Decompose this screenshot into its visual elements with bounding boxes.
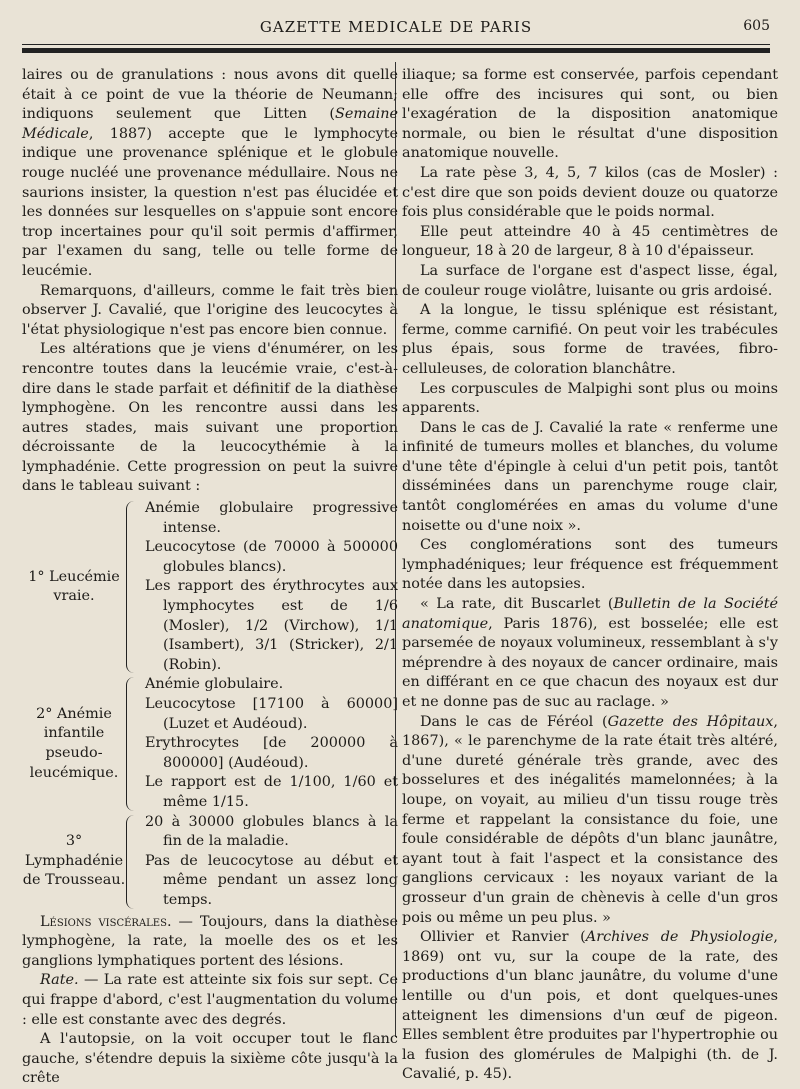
subsection-heading: Rate. — [40, 972, 79, 989]
journal-title: GAZETTE MEDICALE DE PARIS — [259, 18, 533, 36]
paragraph: Rate. — La rate est atteinte six fois sur sept. Ce qui frappe d'abord, c'est l'augmentation du volume : elle est constante avec des degrés. — [22, 972, 398, 1028]
paragraph: A la longue, le tissu splénique est résistant, ferme, comme carnifié. On peut voir les trabécules plus épais, sous forme de travées, fibro-celluleuses, de coloration blanchâtre. — [402, 302, 778, 377]
table-group — [22, 499, 398, 675]
paragraph: Les corpuscules de Malpighi sont plus ou moins apparents. — [402, 380, 778, 417]
citation: Gazette des Hôpitaux — [607, 713, 774, 730]
page-number: 605 — [743, 18, 770, 34]
brace — [126, 501, 141, 673]
group-items — [145, 499, 398, 675]
table-group — [22, 813, 398, 911]
left-column — [22, 66, 398, 1089]
paragraph: laires ou de granulations : nous avons dit quelle était à ce point de vue la théorie de Neumann; indiquons seulement que Litten (Semaine Médicale, 1887) accepte que le lymphocyte indique une provenance splénique et le globule rouge nucléé une provenance médullaire. Nous ne saurions insister, la question n'est pas élucidée et les données sur lesquelles on s'appuie sont encore trop incertaines pour qu'il soit permis d'affirmer, par l'examen du sang, telle ou telle forme de leucémie. — [22, 67, 398, 279]
paragraph: Elle peut atteindre 40 à 45 centimètres de longueur, 18 à 20 de largeur, 8 à 10 d'épaisseur. — [402, 223, 778, 260]
running-header — [22, 14, 770, 40]
paragraph: « La rate, dit Buscarlet (Bulletin de la Société anatomique, Paris 1876), est bosselée; elle est parsemée de noyaux volumineux, ressemblant à s'y méprendre à des noyaux de cancer ordinaire, mais en différant en ce que chacun des noyaux est dur et ne donne pas de suc au raclage. » — [402, 596, 778, 710]
table-item: Le rapport est de 1/100, 1/60 et même 1/15. — [145, 774, 398, 810]
paragraph: Ollivier et Ranvier (Archives de Physiologie, 1869) ont vu, sur la coupe de la rate, des productions d'un blanc jaunâtre, du volume d'une lentille ou d'un pois, et dont quelques-unes atteignent les dimensions d'un œuf de pigeon. Elles semblent être produites par l'hypertrophie ou la fusion des glomérules de Malpighi (th. de J. Cavalié, p. 45). — [402, 929, 778, 1083]
paragraph: Dans le cas de Féréol (Gazette des Hôpitaux, 1867), « le parenchyme de la rate était très altéré, d'une dureté générale très grande, avec des bosselures et des inégalités mamelonnées; à la loupe, on voyait, au milieu d'un tissu rouge très ferme et rappelant la consistance du foie, une foule considérable de dépôts d'un blanc jaunâtre, ayant tout à fait l'aspect et la consistance des ganglions cervicaux : les noyaux variant de la grosseur d'un grain de chènevis à celle d'un gros pois ou même un peu plus. » — [402, 713, 778, 926]
group-label: 3° Lymphadénie de Trousseau. — [22, 833, 126, 889]
paragraph: Les altérations que je viens d'énumérer, on les rencontre toutes dans la leucémie vraie, c'est-à-dire dans le stade parfait et définitif de la diathèse lymphogène. On les rencontre aussi dans les autres stades, mais suivant une proportion décroissante de la leucocythémie à la lymphadénie. Cette progression on peut la suivre dans le tableau suivant : — [22, 341, 398, 495]
group-label: 2° Anémie infantile pseudo-leucémique. — [29, 705, 119, 781]
brace — [126, 677, 141, 810]
table-item: Les rapport des érythrocytes aux lymphocytes est de 1/6 (Mosler), 1/2 (Virchow), 1/1 (Isambert), 3/1 (Stricker), 2/1 (Robin). — [145, 578, 398, 673]
table-item: 20 à 30000 globules blancs à la fin de la maladie. — [145, 813, 398, 850]
header-rule-thick — [22, 48, 770, 53]
comparison-table — [22, 499, 398, 910]
paragraph: Lésions viscérales. — Toujours, dans la diathèse lymphogène, la rate, la moelle des os et les ganglions lymphatiques portent des lésions. — [22, 913, 399, 969]
table-item: Anémie globulaire. — [145, 676, 284, 693]
paragraph: Remarquons, d'ailleurs, comme le fait très bien observer J. Cavalié, que l'origine des leucocytes à l'état physiologique n'est pas encore bien connue. — [22, 282, 398, 338]
table-group — [22, 675, 398, 812]
paragraph: Dans le cas de J. Cavalié la rate « renferme une infinité de tumeurs molles et blanches, du volume d'une tête d'épingle à celui d'un petit pois, tantôt disséminées dans un parenchyme rouge clair, tantôt conglomérées en amas du volume d'une noisette ou d'une noix ». — [402, 419, 778, 534]
header-rule-thin — [22, 44, 770, 45]
citation: Bulletin de la Société anatomique — [402, 596, 778, 632]
citation: Semaine Médicale — [22, 106, 398, 142]
paragraph: A l'autopsie, on la voit occuper tout le flanc gauche, s'étendre depuis la sixième côte jusqu'à la crête — [22, 1031, 398, 1087]
section-heading: Lésions viscérales. — [40, 913, 172, 930]
brace — [126, 815, 141, 909]
citation: Archives de Physiologie — [585, 929, 774, 946]
table-item: Erythrocytes [de 200000 à 800000] (Audéoud). — [145, 735, 398, 771]
table-item: Leucocytose [17100 à 60000] (Luzet et Audéoud). — [145, 696, 398, 732]
group-label: 1° Leucémie vraie. — [28, 568, 120, 605]
table-item: Leucocytose (de 70000 à 500000 globules blancs). — [145, 539, 398, 575]
paragraph: Ces conglomérations sont des tumeurs lymphadéniques; leur fréquence est fréquemment notée dans les autopsies. — [402, 537, 778, 593]
right-column — [402, 66, 778, 1085]
table-item: Anémie globulaire progressive intense. — [145, 500, 398, 536]
table-item: Pas de leucocytose au début et même pendant un assez long temps. — [145, 852, 398, 908]
paragraph: iliaque; sa forme est conservée, parfois cependant elle offre des incisures qui sont, ou bien l'exagération de la disposition anatomique normale, ou bien le résultat d'une disposition anatomique nouvelle. — [402, 67, 778, 162]
paragraph: La surface de l'organe est d'aspect lisse, égal, de couleur rouge violâtre, luisante ou gris ardoisé. — [402, 262, 778, 299]
group-items — [145, 813, 398, 911]
group-items — [145, 675, 398, 812]
paragraph: La rate pèse 3, 4, 5, 7 kilos (cas de Mosler) : c'est dire que son poids devient douze ou quatorze fois plus considérable que le poids normal. — [402, 164, 778, 221]
